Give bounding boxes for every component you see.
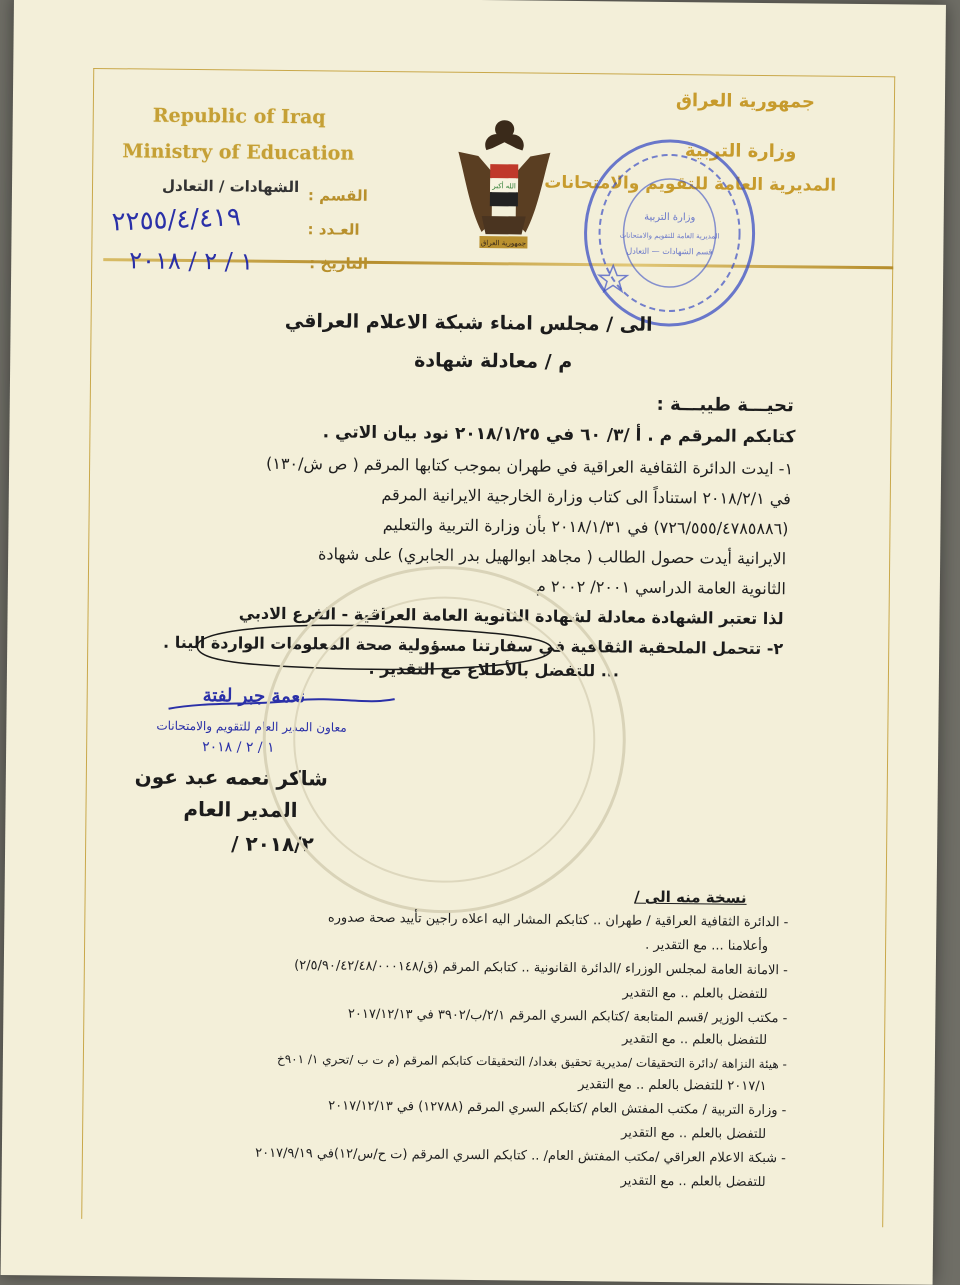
para1-line3: (٧٢٦/٥٥٥/٤٧٨٥٨٨٦) في ٢٠١٨/١/٣١ بأن وزارة التربية والتعليم [382,515,789,539]
deputy-title: معاون المدير العام للتقويم والامتحانات [156,718,347,735]
subject-line: م / معادلة شهادة [414,349,573,373]
ar-republic: جمهورية العراق [675,90,816,113]
copies-heading: نسخة منه الى / [634,887,747,907]
copy-item: - وزارة التربية / مكتب المفتش العام /كتابكم السري المرقم (١٢٧٨٨) في ٢٠١٧/١٢/١٣ [328,1098,787,1119]
section-label: القسم : [307,186,368,205]
en-republic: Republic of Iraq [152,104,326,129]
en-ministry: Ministry of Education [122,140,355,165]
copy-item: وأعلامنا ... مع التقدير . [645,937,769,955]
ar-directorate: المديرية العامة للتقويم والامتحانات [544,172,837,196]
conclusion-line: لذا تعتبر الشهادة معادلة لشهادة الثانوية العامة العراقية - الفرع الادبي [238,603,784,629]
director-date: / ٢٠١٨/٢ [231,831,314,857]
stamp-line-2: المديرية العامة للتقويم والامتحانات [619,231,720,241]
copy-item: للتفضل بالعلم .. مع التقدير [620,1173,766,1191]
para2-line: ٢- تتحمل الملحقية الثقافية في سفارتنا مسؤولية صحة المعلومات الواردة الينا . [163,632,784,659]
official-stamp [577,133,763,333]
para1-line1: ١- ايدت الدائرة الثقافية العراقية في طهران بموجب كتابها المرقم ( ص ش/١٣٠) [265,453,794,479]
letter-page [1,0,946,1285]
stamp-line-3: قسم الشهادات — التعادل [626,246,713,257]
svg-text:الله أكبر: الله أكبر [492,182,516,191]
copy-item: - مكتب الوزير /قسم المتابعة /كتابكم السري المرقم ٢/١/ب/٣٩٠٢ في ٢٠١٧/١٢/١٣ [347,1006,788,1027]
emblem-caption: جمهورية العراق [480,239,527,248]
closing-line: ... للتفضل بالأطلاع مع التقدير . [368,658,620,681]
ar-ministry: وزارة التربية [684,140,797,163]
deputy-date: ١ / ٢ / ٢٠١٨ [202,739,275,756]
recipient-to: الى / مجلس امناء شبكة الاعلام العراقي [284,309,653,336]
para1-line2: في ٢٠١٨/٢/١ استناداً الى كتاب وزارة الخارجية الايرانية المرقم [381,484,791,509]
iraq-eagle-emblem [451,112,556,253]
section-value: الشهادات / التعادل [161,176,300,197]
stamp-line-1: وزارة التربية [644,211,696,224]
director-title: المدير العام [183,796,298,823]
date-value: ١ / ٢ / ٢٠١٨ [129,246,254,276]
watermark-seal [252,558,636,922]
number-value: ٢٢٥٥/٤/٤١٩ [111,202,242,238]
greeting: تحيـــة طيبـــة : [656,393,794,417]
copy-item: للتفضل بالعلم .. مع التقدير [621,1125,767,1143]
copy-item: - هيئة النزاهة /دائرة التحقيقات /مديرية تحقيق بغداد/ التحقيقات كتابكم المرقم (م ت ب /تحري ١/ ٩٠١خ [276,1051,787,1072]
intro-line: كتابكم المرقم م . أ /٣/ ٦٠ في ٢٠١٨/١/٢٥ نود بيان الاتي . [322,422,796,448]
number-label: العـدد : [307,220,360,239]
para1-line5: الثانوية العامة الدراسي ٢٠٠١/ ٢٠٠٢ م [535,576,786,599]
handwritten-signature: نعمة جبر لفتة [202,685,306,708]
date-label: التاريخ : [309,254,369,273]
copy-item: - الامانة العامة لمجلس الوزراء /الدائرة القانونية .. كتابكم المرقم (ق/٢/٥/٩٠/٤٢/٤٨/٠٠٠١٤٨) [294,958,788,979]
copy-item: للتفضل بالعلم .. مع التقدير [622,985,768,1003]
copy-item: - الدائرة الثقافية العراقية / طهران .. كتابكم المشار اليه اعلاه راجين تأييد صحة صدوره [327,910,789,931]
director-name: شاكر نعمه عبد عون [134,764,328,791]
copy-item: - شبكة الاعلام العراقي /مكتب المفتش العام/ .. كتابكم السري المرقم (ت ح/س/١٢)في ٢٠١٧/٩/١٩ [255,1145,786,1167]
para1-line4: الايرانية أيدت حصول الطالب ( مجاهد ابوالهيل بدر الجابري) على شهادة [317,544,787,569]
copy-item: ٢٠١٧/١ للتفضل بالعلم .. مع التقدير [578,1077,767,1095]
copy-item: للتفضل بالعلم .. مع التقدير [622,1031,768,1049]
